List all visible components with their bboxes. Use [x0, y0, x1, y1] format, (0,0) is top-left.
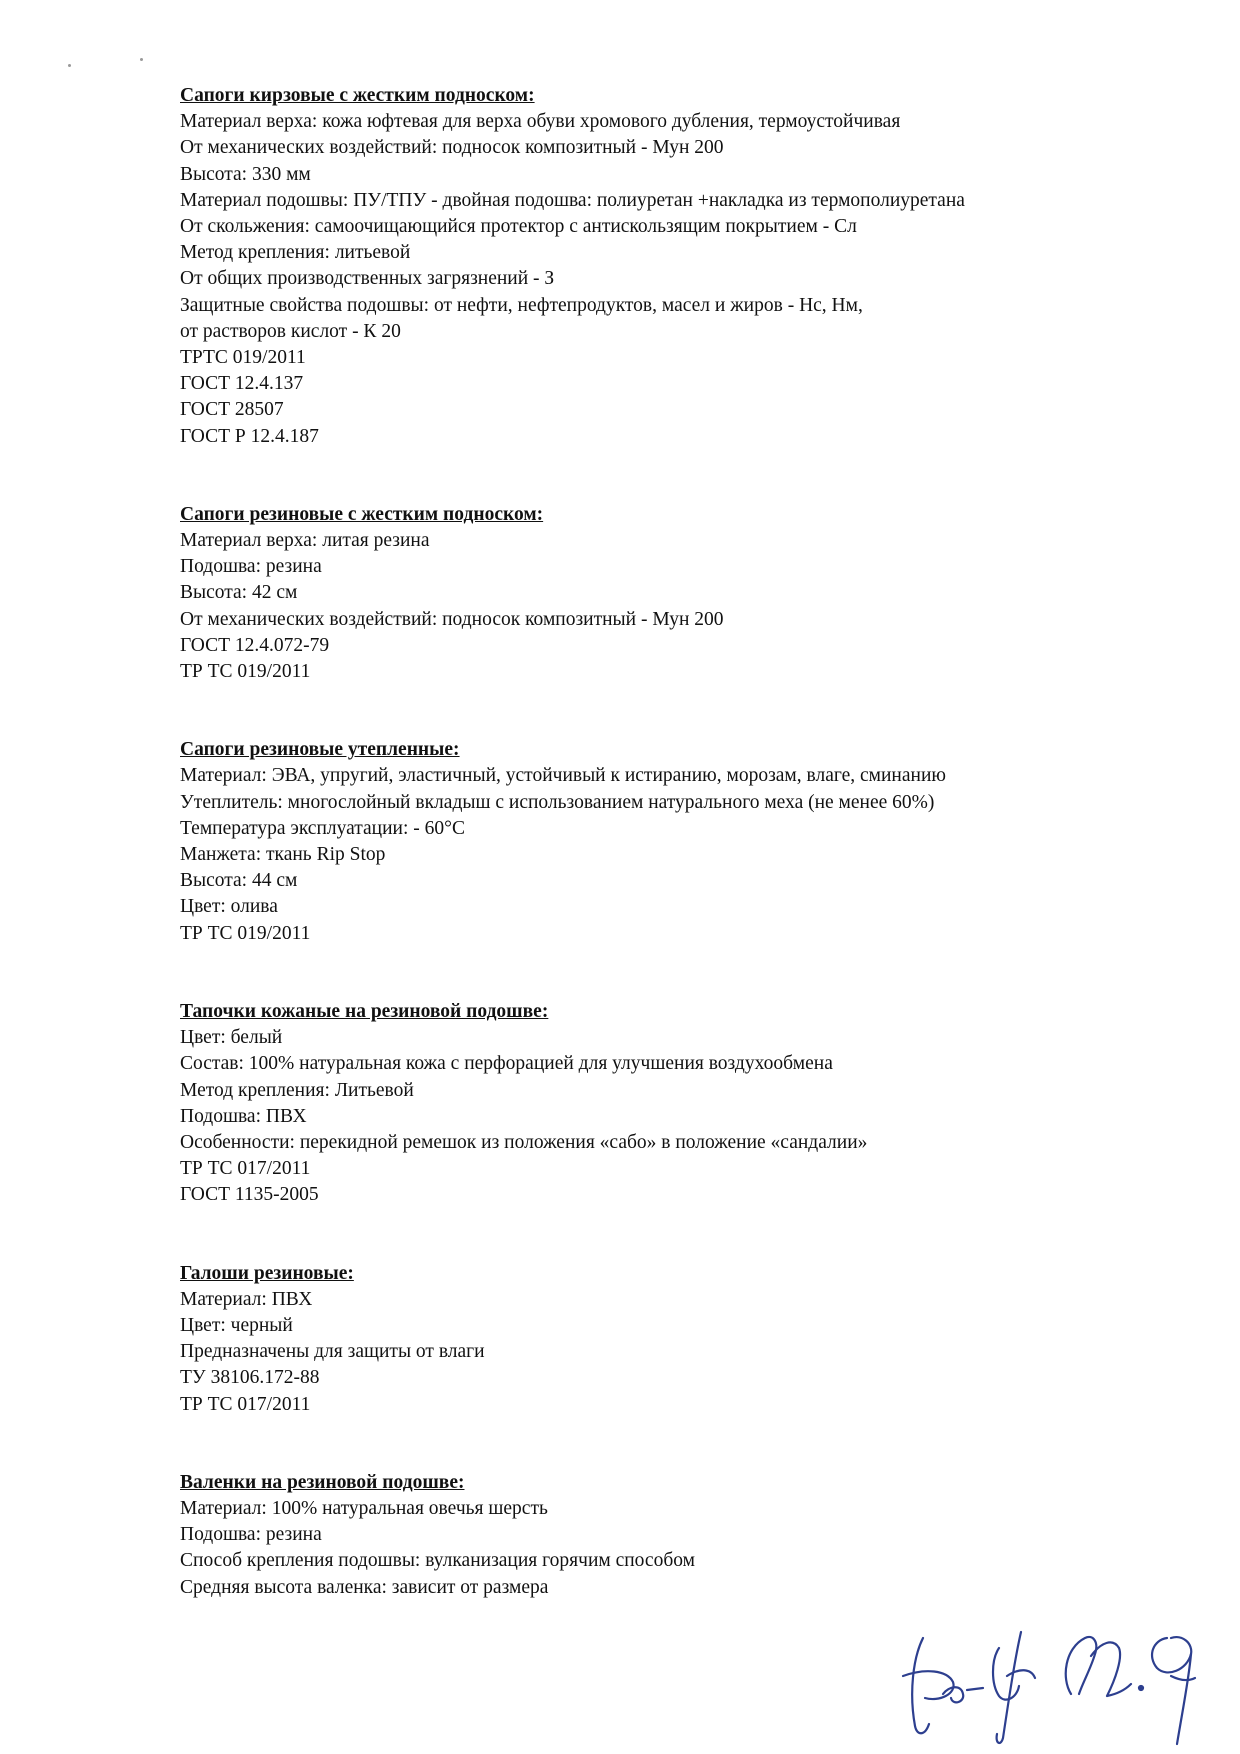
section-heading: Галоши резиновые:: [180, 1262, 354, 1284]
section-heading: Сапоги резиновые утепленные:: [180, 739, 460, 761]
spec-line: от растворов кислот - К 20: [180, 320, 401, 342]
section-felt-boots: [180, 1470, 1180, 1601]
spec-line: ТР ТС 017/2011: [180, 1158, 311, 1180]
spec-line: Состав: 100% натуральная кожа с перфорацией для улучшения воздухообмена: [180, 1053, 833, 1075]
spec-line: Цвет: черный: [180, 1314, 293, 1336]
spec-line: Манжета: ткань Rip Stop: [180, 844, 386, 866]
spec-line: ГОСТ 28507: [180, 399, 284, 421]
spec-line: Защитные свойства подошвы: от нефти, нефтепродуктов, масел и жиров - Нс, Нм,: [180, 294, 863, 316]
spec-line: От скольжения: самоочищающийся протектор с антискользящим покрытием - Сл: [180, 216, 857, 238]
document-body: [180, 83, 1180, 1601]
section-rubber-boots-toecap: [180, 502, 1180, 685]
spec-line: ГОСТ 1135-2005: [180, 1184, 319, 1206]
spec-line: От механических воздействий: подносок композитный - Мун 200: [180, 608, 724, 630]
spec-line: Подошва: ПВХ: [180, 1105, 307, 1127]
section-heading: Валенки на резиновой подошве:: [180, 1471, 465, 1493]
section-heading: Тапочки кожаные на резиновой подошве:: [180, 1000, 549, 1022]
spec-line: Высота: 44 см: [180, 870, 298, 892]
spec-line: ГОСТ 12.4.072-79: [180, 634, 330, 656]
spec-line: Метод крепления: Литьевой: [180, 1079, 414, 1101]
spec-line: Средняя высота валенка: зависит от размера: [180, 1576, 549, 1598]
spec-line: От механических воздействий: подносок композитный - Мун 200: [180, 137, 724, 159]
spec-line: Материал: ЭВА, упругий, эластичный, устойчивый к истиранию, морозам, влаге, сминанию: [180, 765, 946, 787]
section-rubber-galoshes: [180, 1261, 1180, 1418]
spec-line: Высота: 42 см: [180, 582, 298, 604]
spec-line: Особенности: перекидной ремешок из положения «сабо» в положение «сандалии»: [180, 1131, 868, 1153]
spec-line: Материал подошвы: ПУ/ТПУ - двойная подошва: полиуретан +накладка из термополиуретана: [180, 189, 965, 211]
spec-line: ГОСТ Р 12.4.187: [180, 425, 319, 447]
spec-line: Цвет: белый: [180, 1027, 283, 1049]
section-heading: Сапоги кирзовые с жестким подноском:: [180, 85, 535, 106]
spec-line: Материал верха: кожа юфтевая для верха обуви хромового дубления, термоустойчивая: [180, 111, 901, 133]
spec-line: Высота: 330 мм: [180, 163, 311, 185]
spec-line: Способ крепления подошвы: вулканизация горячим способом: [180, 1550, 695, 1572]
section-leather-slippers: [180, 999, 1180, 1209]
spec-line: ГОСТ 12.4.137: [180, 373, 304, 395]
scan-speck: [140, 58, 143, 61]
spec-line: Цвет: олива: [180, 896, 278, 918]
spec-line: От общих производственных загрязнений - З: [180, 268, 555, 290]
spec-line: ТР ТС 019/2011: [180, 922, 311, 944]
spec-line: Подошва: резина: [180, 1524, 322, 1546]
handwritten-signature: [895, 1598, 1215, 1748]
section-heading: Сапоги резиновые с жестким подноском:: [180, 503, 544, 525]
spec-line: Утеплитель: многослойный вкладыш с использованием натурального меха (не менее 60%): [180, 791, 935, 813]
spec-line: ТУ 38106.172-88: [180, 1367, 320, 1389]
spec-line: Материал верха: литая резина: [180, 530, 430, 552]
section-insulated-rubber-boots: [180, 737, 1180, 947]
spec-line: Материал: ПВХ: [180, 1288, 313, 1310]
spec-line: ТРТС 019/2011: [180, 347, 306, 369]
spec-line: Температура эксплуатации: - 60°С: [180, 817, 465, 839]
section-kirza-boots: [180, 83, 1180, 450]
spec-line: Метод крепления: литьевой: [180, 242, 411, 264]
spec-line: Подошва: резина: [180, 556, 322, 578]
spec-line: Предназначены для защиты от влаги: [180, 1341, 485, 1363]
spec-line: ТР ТС 017/2011: [180, 1393, 311, 1415]
scan-speck: [68, 64, 71, 67]
spec-line: Материал: 100% натуральная овечья шерсть: [180, 1497, 548, 1519]
spec-line: ТР ТС 019/2011: [180, 661, 311, 683]
